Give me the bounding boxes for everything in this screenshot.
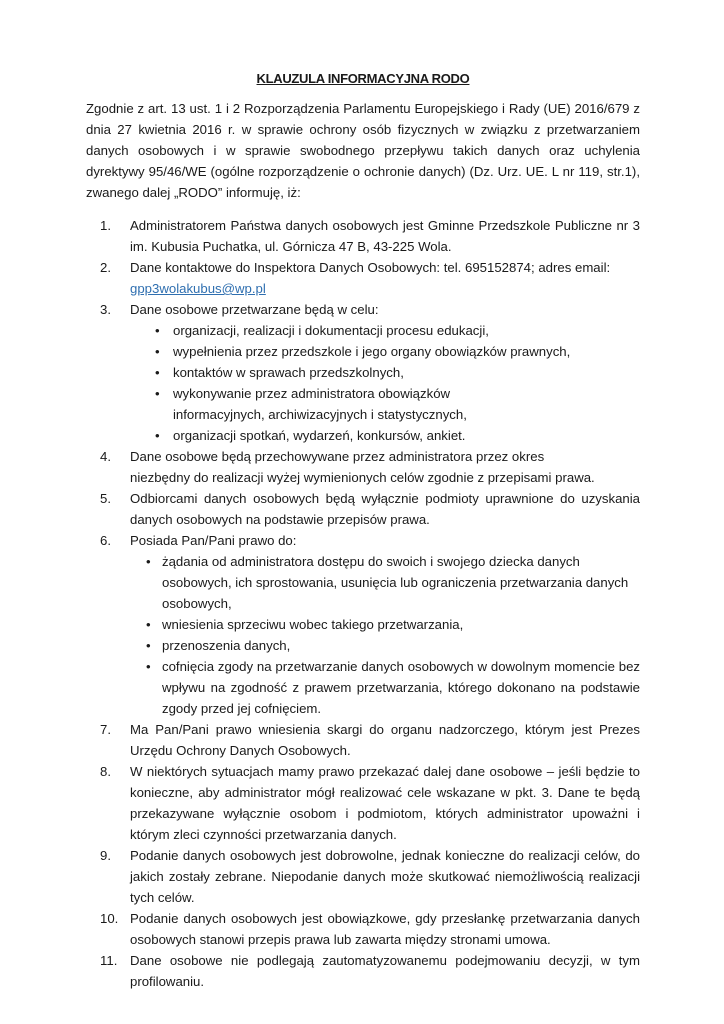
bullet-item: • żądania od administratora dostępu do swoich i swojego dziecka danych osobowych, ich sprostowania, usunięcia lub ograniczenia przetwarzania danych osobowych, [130, 551, 640, 614]
bullet-item: • organizacji, realizacji i dokumentacji procesu edukacji, [130, 320, 640, 341]
list-item [86, 530, 640, 719]
bullet-icon: • [155, 323, 160, 338]
rights-bullet-list [130, 551, 640, 719]
bullet-icon: • [146, 554, 151, 569]
list-item [86, 908, 640, 950]
list-item [86, 299, 640, 446]
item-number: 7. [100, 722, 111, 737]
bullet-item: • kontaktów w sprawach przedszkolnych, [130, 362, 640, 383]
bullet-icon: • [146, 638, 151, 653]
item-text: Administratorem Państwa danych osobowych jest Gminne Przedszkole Publiczne nr 3 im. Kubusia Puchatka, ul. Górnicza 47 B, 43-225 Wola. [130, 218, 640, 254]
email-link[interactable]: gpp3wolakubus@wp.pl [130, 281, 266, 296]
list-item [86, 950, 640, 992]
item-number: 5. [100, 491, 111, 506]
list-item [86, 719, 640, 761]
item-number: 4. [100, 449, 111, 464]
item-text: Dane osobowe będą przechowywane przez administratora przez okres niezbędny do realizacji wyżej wymienionych celów zgodnie z przepisami prawa. [130, 449, 595, 485]
intro-paragraph: Zgodnie z art. 13 ust. 1 i 2 Rozporządzenia Parlamentu Europejskiego i Rady (UE) 2016/679 z dnia 27 kwietnia 2016 r. w sprawie ochrony osób fizycznych w związku z przetwarzaniem danych osobowych i w sprawie swobodnego przepływu takich danych oraz uchylenia dyrektywy 95/46/WE (ogólne rozporządzenie o ochronie danych) (Dz. Urz. UE. L nr 119, str.1), zwanego dalej „RODO” informuję, iż: [86, 101, 640, 200]
bullet-item: • wniesienia sprzeciwu wobec takiego przetwarzania, [130, 614, 640, 635]
document-title: KLAUZULA INFORMACYJNA RODO [256, 71, 470, 86]
list-item [86, 845, 640, 908]
item-number: 11. [100, 953, 118, 968]
bullet-item: • wykonywanie przez administratora obowiązków informacyjnych, archiwizacyjnych i statystycznych, [130, 383, 640, 425]
bullet-icon: • [146, 659, 151, 674]
clause-list [86, 215, 640, 992]
list-item [86, 257, 640, 299]
item-number: 9. [100, 848, 111, 863]
bullet-icon: • [155, 365, 160, 380]
item-text: Dane osobowe przetwarzane będą w celu: [130, 302, 379, 317]
list-item [86, 488, 640, 530]
item-number: 8. [100, 764, 111, 779]
list-item [86, 761, 640, 845]
bullet-item: • cofnięcia zgody na przetwarzanie danych osobowych w dowolnym momencie bez wpływu na zgodność z prawem przetwarzania, którego dokonano na podstawie zgody przed jej cofnięciem. [130, 656, 640, 719]
item-text: Dane osobowe nie podlegają zautomatyzowanemu podejmowaniu decyzji, w tym profilowaniu. [130, 953, 640, 989]
item-text: Ma Pan/Pani prawo wniesienia skargi do organu nadzorczego, którym jest Prezes Urzędu Ochrony Danych Osobowych. [130, 722, 640, 758]
bullet-icon: • [146, 617, 151, 632]
item-text: Posiada Pan/Pani prawo do: [130, 533, 297, 548]
item-number: 10. [100, 911, 119, 926]
item-text: Dane kontaktowe do Inspektora Danych Osobowych: tel. 695152874; adres email: [130, 260, 611, 275]
item-number: 3. [100, 302, 111, 317]
item-text: Podanie danych osobowych jest dobrowolne, jednak konieczne do realizacji celów, do jakich zostały zebrane. Niepodanie danych może skutkować niemożliwością realizacji tych celów. [130, 848, 640, 905]
bullet-item: • wypełnienia przez przedszkole i jego organy obowiązków prawnych, [130, 341, 640, 362]
item-number: 2. [100, 260, 111, 275]
item-text: Podanie danych osobowych jest obowiązkowe, gdy przesłankę przetwarzania danych osobowych stanowi przepis prawa lub zawarta między stronami umowa. [130, 911, 640, 947]
bullet-item: • organizacji spotkań, wydarzeń, konkursów, ankiet. [130, 425, 640, 446]
bullet-icon: • [155, 344, 160, 359]
item-number: 6. [100, 533, 111, 548]
item-text: W niektórych sytuacjach mamy prawo przekazać dalej dane osobowe – jeśli będzie to konieczne, aby administrator mógł realizować cele wskazane w pkt. 3. Dane te będą przekazywane wyłącznie osobom i podmiotom, których administrator upoważni i którym zleci czynności przetwarzania danych. [130, 764, 640, 842]
document-page [86, 68, 640, 992]
item-text: Odbiorcami danych osobowych będą wyłącznie podmioty uprawnione do uzyskania danych osobowych na podstawie przepisów prawa. [130, 491, 640, 527]
purpose-bullet-list [130, 320, 640, 446]
bullet-icon: • [155, 428, 160, 443]
bullet-item: • przenoszenia danych, [130, 635, 640, 656]
bullet-icon: • [155, 386, 160, 401]
list-item [86, 215, 640, 257]
item-number: 1. [100, 218, 111, 233]
list-item [86, 446, 640, 488]
